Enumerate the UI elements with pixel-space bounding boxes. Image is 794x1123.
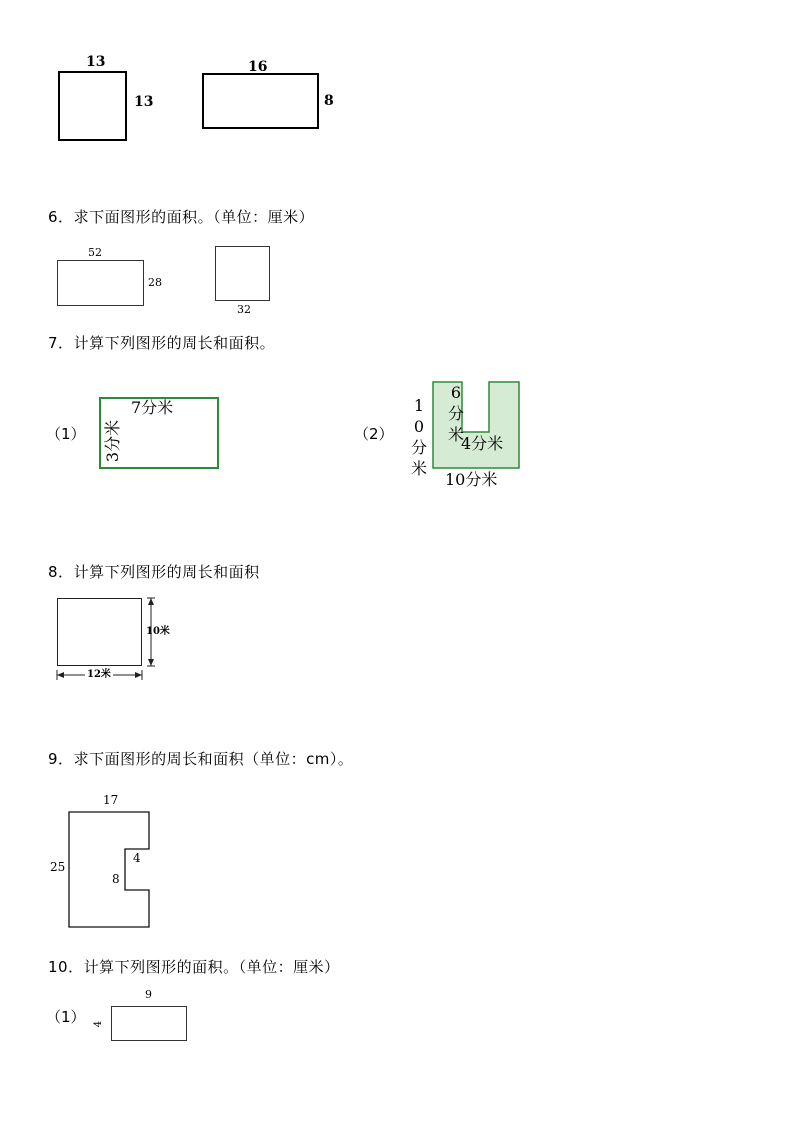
q7-part2-height-label: 10分米 [410, 396, 427, 478]
q9-notch-height-label: 8 [112, 872, 120, 886]
q7-part1-label: （1） [46, 425, 86, 443]
q10-top-label: 9 [145, 988, 152, 1001]
q6-rect-right-label: 28 [148, 276, 162, 289]
q6-rectangle [57, 260, 144, 306]
question-6-heading: 6．求下面图形的面积。（单位：厘米） [48, 208, 315, 226]
question-7-heading: 7．计算下列图形的周长和面积。 [48, 334, 276, 352]
square-13 [58, 71, 127, 141]
q9-left-label: 25 [50, 860, 66, 874]
q7-part2-notch-depth-label: 6分米 [447, 383, 464, 444]
rectangle-right-label: 8 [324, 93, 334, 109]
q6-square [215, 246, 270, 301]
q7-u-shape [432, 381, 520, 469]
question-number: 10 [48, 958, 69, 976]
square-right-label: 13 [134, 94, 154, 110]
q9-notch-width-label: 4 [133, 851, 141, 865]
question-title: 求下面图形的面积。（单位：厘米） [73, 208, 315, 226]
question-10-heading: 10．计算下列图形的面积。（单位：厘米） [48, 958, 340, 976]
question-title: 计算下列图形的周长和面积。 [73, 334, 276, 352]
q7-part2-label: （2） [354, 425, 394, 443]
question-number: 8 [48, 563, 59, 581]
q7-part1-width-label: 3分米 [103, 419, 123, 463]
question-8-heading: 8．计算下列图形的周长和面积 [48, 563, 260, 581]
question-title: 计算下列图形的面积。（单位：厘米） [83, 958, 340, 976]
q10-left-label: 4 [93, 1020, 105, 1028]
q8-height-label: 10米 [146, 626, 170, 637]
q9-top-label: 17 [103, 793, 119, 807]
q9-notched-shape [68, 811, 152, 929]
question-number: 6 [48, 208, 59, 226]
q7-part2-bottom-label: 10分米 [445, 470, 498, 489]
q8-width-label: 12米 [87, 669, 111, 680]
rectangle-16x8 [202, 73, 319, 129]
q10-rectangle [111, 1006, 187, 1041]
question-number: 7 [48, 334, 59, 352]
question-9-heading: 9．求下面图形的周长和面积（单位：cm）。 [48, 750, 354, 768]
q10-part1-label: （1） [46, 1008, 86, 1026]
question-title: 计算下列图形的周长和面积 [73, 563, 260, 581]
question-title: 求下面图形的周长和面积（单位：cm）。 [73, 750, 354, 768]
q7-part1-length-label: 7分米 [131, 398, 174, 417]
q6-square-bottom-label: 32 [237, 303, 251, 316]
rectangle-top-label: 16 [248, 59, 268, 75]
question-number: 9 [48, 750, 59, 768]
q7-part2-notch-width-label: 4分米 [461, 434, 504, 453]
square-top-label: 13 [86, 54, 106, 70]
q6-rect-top-label: 52 [88, 246, 102, 259]
